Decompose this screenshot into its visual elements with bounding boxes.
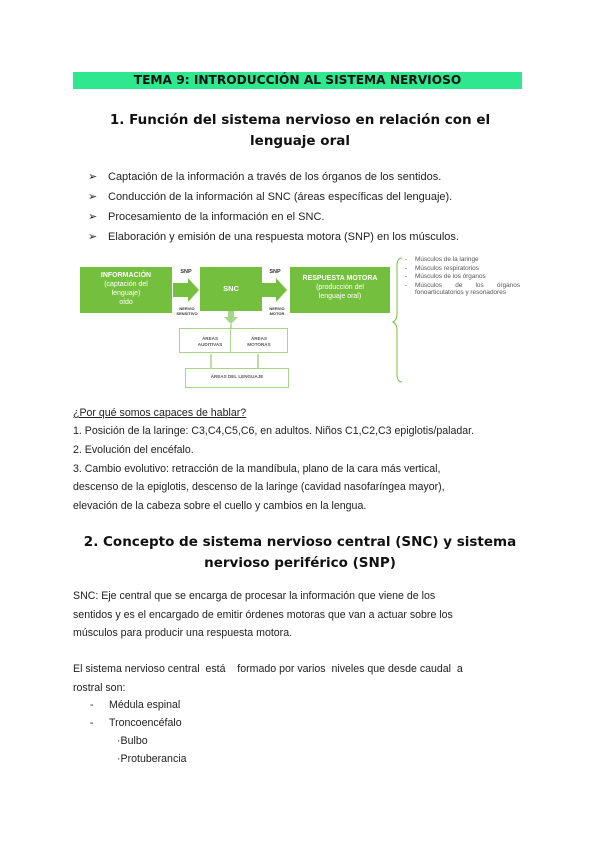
section1-heading-line1: 1. Función del sistema nervioso en relación con el bbox=[109, 112, 491, 128]
why-line: 3. Cambio evolutivo: retracción de la mandíbula, plano de la cara más vertical, bbox=[73, 463, 441, 475]
section1-heading-line2: lenguaje oral bbox=[250, 133, 350, 149]
level-item: - Médula espinal bbox=[90, 699, 181, 711]
muscle-item: - Músculos de los órganos fonoarticulatorios y resonadores bbox=[405, 282, 520, 297]
snp-label-left: SNP bbox=[180, 269, 192, 275]
arrow-bullet-icon: ➢ bbox=[88, 191, 98, 203]
bullet-item: ➢ Procesamiento de la información en el SNC. bbox=[88, 207, 459, 227]
why-question: ¿Por qué somos capaces de hablar? bbox=[73, 407, 247, 419]
arrow-down-icon bbox=[224, 311, 238, 324]
bullet-item: ➢ Conducción de la información al SNC (áreas específicas del lenguaje). bbox=[88, 187, 459, 207]
respuesta-motora-box: RESPUESTA MOTORA (producción del lenguaje oral) bbox=[290, 267, 390, 313]
sub-level-item: ·Protuberancia bbox=[117, 753, 187, 765]
why-line: elevación de la cabeza sobre el cuello y cambios en la lengua. bbox=[73, 500, 367, 512]
arrow-bullet-icon: ➢ bbox=[88, 171, 98, 183]
muscles-list bbox=[405, 256, 520, 298]
nervous-system-diagram bbox=[80, 256, 405, 391]
snc-paragraph-line: SNC: Eje central que se encarga de procesar la información que viene de los bbox=[73, 590, 436, 602]
section1-bullet-list bbox=[88, 167, 459, 247]
arrow-right-icon bbox=[262, 278, 287, 302]
snc-box: SNC bbox=[200, 267, 262, 311]
arrow-bullet-icon: ➢ bbox=[88, 231, 98, 243]
bullet-item: ➢ Captación de la información a través de los órganos de los sentidos. bbox=[88, 167, 459, 187]
nervio-sensitivo-label: NERVIO SENSITIVO bbox=[176, 306, 198, 316]
areas-motoras-box: ÁREAS MOTORAS bbox=[230, 328, 288, 353]
snc-paragraph-line: sentidos y es el encargado de emitir órdenes motoras que van a actuar sobre los bbox=[73, 609, 453, 621]
section2-heading-line1: 2. Concepto de sistema nervioso central (SNC) y sistema bbox=[83, 534, 517, 550]
muscle-item: - Músculos de los órganos bbox=[405, 273, 520, 281]
levels-intro-line: El sistema nervioso central está formado por varios niveles que desde caudal a bbox=[73, 663, 463, 675]
snp-label-right: SNP bbox=[269, 269, 281, 275]
levels-intro-line: rostral son: bbox=[73, 682, 126, 694]
sub-level-item: ·Bulbo bbox=[117, 735, 148, 747]
bullet-item: ➢ Elaboración y emisión de una respuesta motora (SNP) en los músculos. bbox=[88, 227, 459, 247]
areas-auditivas-box: ÁREAS AUDITIVAS bbox=[179, 328, 241, 353]
page-title: TEMA 9: INTRODUCCIÓN AL SISTEMA NERVIOSO bbox=[73, 72, 522, 89]
level-item: - Troncoencéfalo bbox=[90, 717, 182, 729]
why-line: 1. Posición de la laringe: C3,C4,C5,C6, en adultos. Niños C1,C2,C3 epiglotis/paladar. bbox=[73, 425, 475, 437]
why-line: 2. Evolución del encéfalo. bbox=[73, 444, 194, 456]
section2-heading-line2: nervioso periférico (SNP) bbox=[204, 555, 396, 571]
why-line: descenso de la epiglotis, descenso de la laringe (cavidad nasofaríngea mayor), bbox=[73, 481, 445, 493]
muscle-item: - Músculos de la laringe bbox=[405, 256, 520, 264]
info-box: INFORMACIÓN (captación del lenguaje) oído bbox=[80, 267, 172, 313]
muscle-item: - Músculos respiratorios bbox=[405, 265, 520, 273]
arrow-bullet-icon: ➢ bbox=[88, 211, 98, 223]
snc-paragraph-line: músculos para producir una respuesta motora. bbox=[73, 627, 293, 639]
nervio-motor-label: NERVIO MOTOR bbox=[269, 306, 285, 316]
arrow-right-icon bbox=[173, 278, 199, 302]
areas-lenguaje-box: ÁREAS DEL LENGUAJE bbox=[185, 368, 289, 388]
